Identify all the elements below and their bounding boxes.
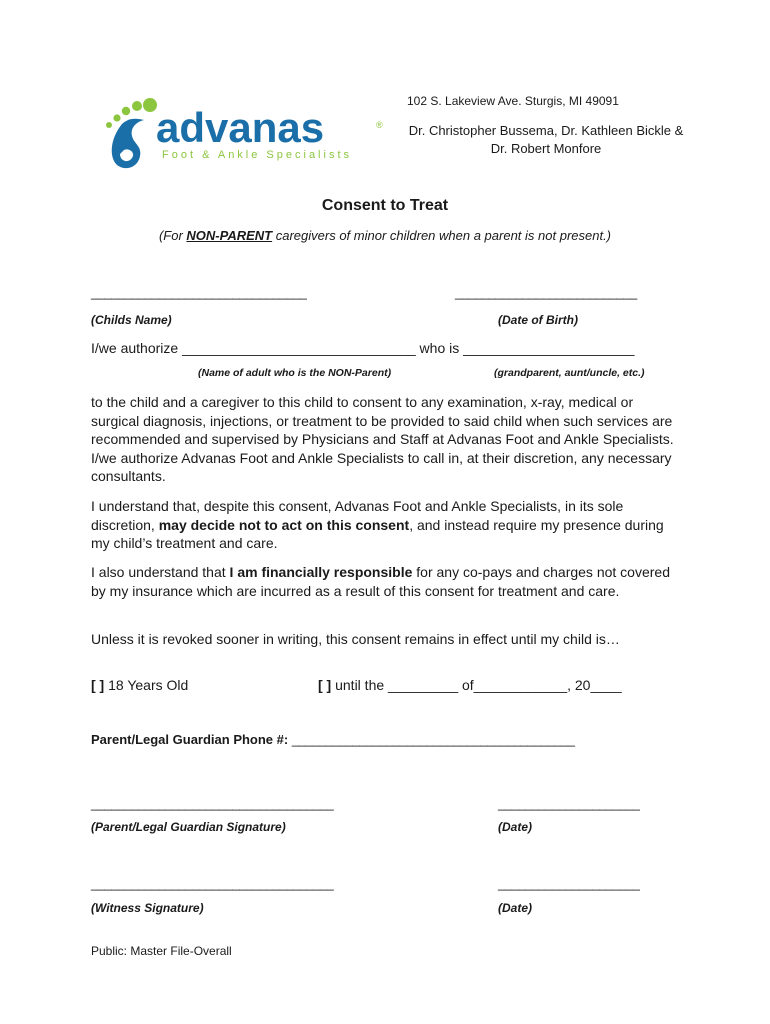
document-subtitle: (For NON-PARENT caregivers of minor children when a parent is not present.) xyxy=(158,228,612,243)
clinic-address: 102 S. Lakeview Ave. Sturgis, MI 49091 xyxy=(407,94,619,108)
logo-tagline-text: Foot & Ankle Specialists xyxy=(162,149,353,161)
advanas-logo xyxy=(100,96,390,170)
guardian-signature-label: (Parent/Legal Guardian Signature) xyxy=(91,820,286,834)
date-of-birth-field[interactable]: ___________________________ xyxy=(455,285,637,300)
logo-toe-dot xyxy=(143,98,157,112)
option-18-years: [ ] 18 Years Old xyxy=(91,677,189,693)
doctor-names: Dr. Christopher Bussema, Dr. Kathleen Bickle & Dr. Robert Monfore xyxy=(408,123,684,156)
relationship-label: (grandparent, aunt/uncle, etc.) xyxy=(494,367,645,379)
checkbox-until-date[interactable]: [ ] xyxy=(318,677,332,693)
consent-paragraph: to the child and a caregiver to this child to consent to any examination, x-ray, medical or surgical diagnosis, injections, or treatment to be provided to said child when such services are recommended and supervised by Physicians and Staff at Advanas Foot and Ankle Specialists. I/we authorize Advanas Foot and Ankle Specialists to call in, at their discretion, any necessary consultants. xyxy=(91,394,674,484)
child-name-label: (Childs Name) xyxy=(91,313,172,327)
witness-date-field[interactable]: _____________________ xyxy=(498,876,640,891)
financial-paragraph: I also understand that I am financially responsible for any co-pays and charges not covered by my insurance which are incurred as a result of this consent for treatment and care. xyxy=(91,564,670,599)
option-until-date xyxy=(318,677,622,693)
until-date-field[interactable]: until the _________ of____________, 20____ xyxy=(331,677,622,693)
logo-brand-text: advanas xyxy=(156,104,325,151)
document-title: Consent to Treat xyxy=(321,197,449,214)
logo-toe-dot xyxy=(122,107,130,115)
guardian-phone-field[interactable]: __________________________________________ xyxy=(291,732,575,747)
non-parent-emphasis: NON-PARENT xyxy=(186,228,273,243)
witness-date-label: (Date) xyxy=(498,901,533,915)
child-name-field[interactable]: ________________________________ xyxy=(91,285,307,300)
checkbox-18-years[interactable]: [ ] xyxy=(91,677,105,693)
authorize-row: I/we authorize ______________________________ who is ______________________ xyxy=(91,340,635,356)
guardian-date-label: (Date) xyxy=(498,820,533,834)
date-of-birth-label: (Date of Birth) xyxy=(498,313,578,327)
witness-signature-label: (Witness Signature) xyxy=(91,901,204,915)
logo-registered-mark: ® xyxy=(376,120,383,130)
relationship-field[interactable]: ______________________ xyxy=(463,340,635,356)
authorized-adult-label: (Name of adult who is the NON-Parent) xyxy=(198,367,392,379)
witness-signature-field[interactable]: ____________________________________ xyxy=(91,876,334,891)
logo-toe-dot xyxy=(106,122,112,128)
logo-toe-dot xyxy=(113,114,120,121)
guardian-phone-row: Parent/Legal Guardian Phone #: __________________________________________ xyxy=(91,732,575,747)
discretion-paragraph: I understand that, despite this consent, Advanas Foot and Ankle Specialists, in its sole discretion, may decide not to act on this consent, and instead require my presence during my child’s treatment and care. xyxy=(91,498,664,551)
footer-note: Public: Master File-Overall xyxy=(91,944,232,958)
logo-toe-dot xyxy=(132,101,142,111)
authorized-adult-field[interactable]: ______________________________ xyxy=(182,340,416,356)
guardian-date-field[interactable]: _____________________ xyxy=(498,796,640,811)
guardian-signature-field[interactable]: ____________________________________ xyxy=(91,796,334,811)
validity-paragraph: Unless it is revoked sooner in writing, this consent remains in effect until my child is… xyxy=(91,631,620,647)
